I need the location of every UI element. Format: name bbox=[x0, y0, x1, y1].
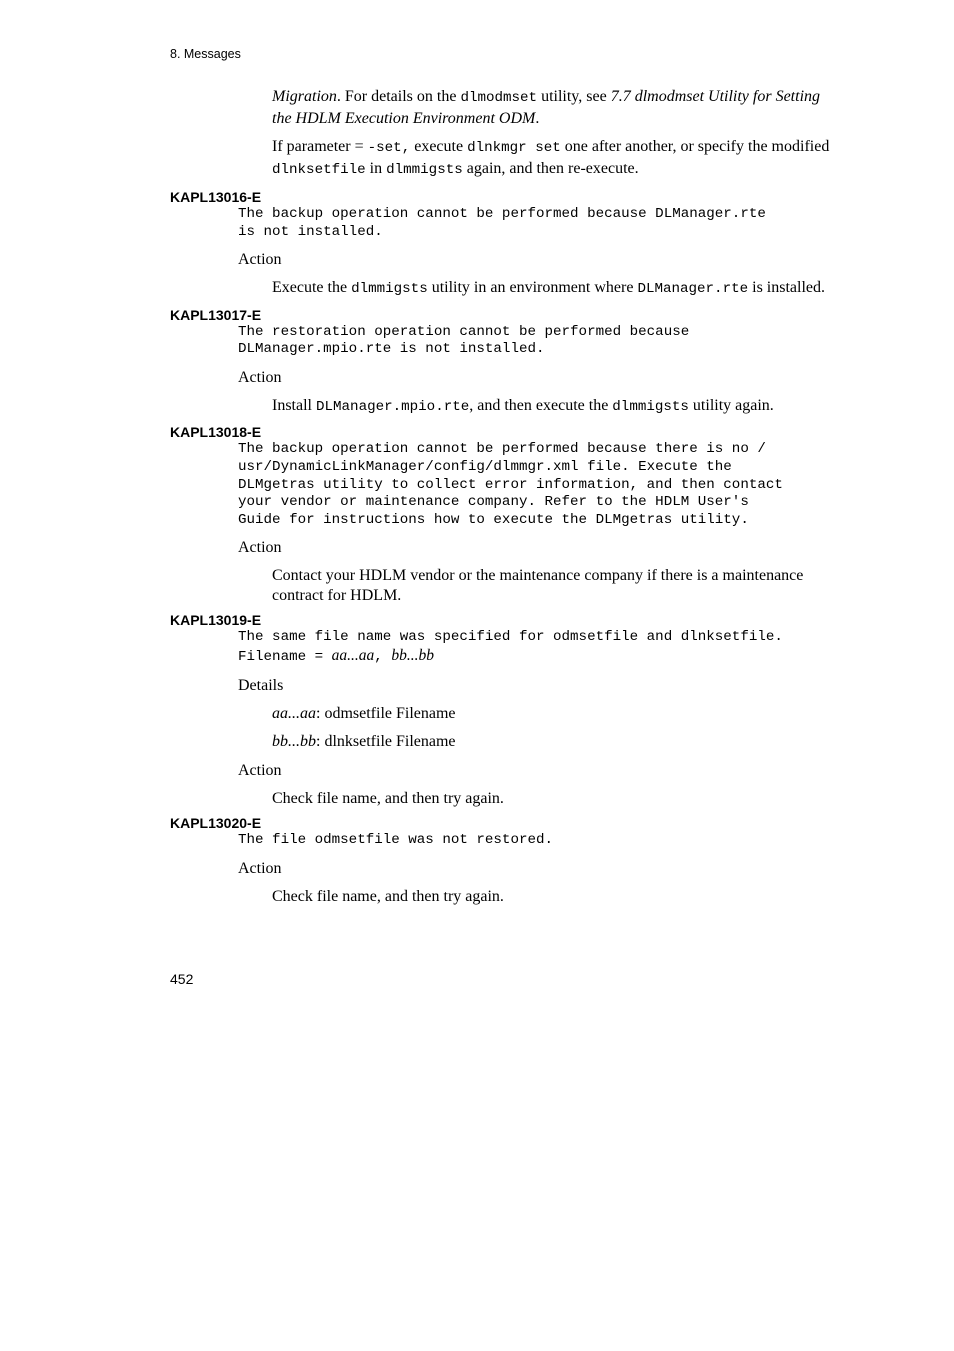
body-text: utility in an environment where bbox=[427, 279, 638, 297]
details-item bbox=[272, 732, 842, 752]
message-text: The backup operation cannot be performed because there is no / usr/DynamicLinkManager/config/dlmmgr.xml file. Execute the DLMgetras utility to collect error information, and then contact your vendor or maintenance company. Refer to the HDLM User's Guide for instructions how to execute the DLMgetras utility. bbox=[238, 441, 783, 528]
body-text: one after another, or specify the modified bbox=[560, 138, 830, 155]
message-id: KAPL13018-E bbox=[170, 424, 262, 441]
body-text: : dlnksetfile Filename bbox=[316, 733, 456, 751]
body-text: Install bbox=[272, 396, 316, 414]
cross-reference-link[interactable]: 7.7 dlmodmset Utility for Setting the HDLM Execution Environment ODM bbox=[272, 88, 821, 127]
code-text: dlnkmgr set bbox=[467, 140, 561, 156]
body-text: again, and then re-execute. bbox=[462, 159, 639, 177]
action-text: Check file name, and then try again. bbox=[272, 887, 504, 905]
action-label: Action bbox=[238, 368, 282, 386]
body-text: is installed. bbox=[748, 279, 826, 297]
body-text: utility again. bbox=[688, 396, 774, 414]
details-item bbox=[272, 704, 842, 724]
code-text: dlnksetfile bbox=[272, 161, 366, 178]
variable-text: bb...bb bbox=[272, 733, 316, 751]
action-text bbox=[272, 278, 842, 300]
message-text: The restoration operation cannot be performed because DLManager.mpio.rte is not installed. bbox=[238, 323, 690, 358]
continuation-paragraph-2 bbox=[272, 137, 842, 180]
action-label: Action bbox=[238, 761, 282, 779]
message-line: The same file name was specified for odmsetfile and dlnksetfile. bbox=[238, 629, 783, 646]
running-header: 8. Messages bbox=[170, 47, 241, 61]
action-text: Contact your HDLM vendor or the maintenance company if there is a maintenance contract for HDLM. bbox=[272, 567, 804, 604]
body-text: . bbox=[535, 109, 540, 127]
variable-text: aa...aa bbox=[331, 646, 375, 664]
action-text: Check file name, and then try again. bbox=[272, 789, 504, 807]
message-text bbox=[238, 629, 842, 666]
body-text: Execute the bbox=[272, 279, 352, 297]
code-text: DLManager.mpio.rte bbox=[316, 398, 470, 415]
body-text: If parameter = bbox=[272, 138, 368, 155]
code-text: DLManager.rte bbox=[637, 281, 749, 298]
message-line: Filename = bbox=[238, 648, 332, 665]
code-text: dlmmigsts bbox=[612, 398, 689, 415]
continuation-paragraph-1 bbox=[272, 87, 842, 128]
action-text bbox=[272, 396, 842, 418]
page-number: 452 bbox=[170, 971, 194, 987]
body-text: execute bbox=[410, 138, 468, 155]
message-id: KAPL13020-E bbox=[170, 815, 262, 832]
message-text: The backup operation cannot be performed because DLManager.rte is not installed. bbox=[238, 206, 766, 240]
separator-text: , bbox=[374, 648, 392, 665]
emphasis-text: Migration bbox=[272, 88, 337, 105]
variable-text: aa...aa bbox=[272, 704, 316, 722]
action-label: Action bbox=[238, 539, 282, 557]
code-text: -set, bbox=[367, 140, 411, 156]
action-label: Action bbox=[238, 859, 282, 877]
page-content bbox=[170, 87, 842, 906]
code-text: dlmmigsts bbox=[351, 281, 428, 298]
message-id: KAPL13016-E bbox=[170, 189, 262, 205]
message-text: The file odmsetfile was not restored. bbox=[238, 832, 554, 849]
message-id: KAPL13019-E bbox=[170, 612, 262, 629]
body-text: : odmsetfile Filename bbox=[316, 704, 456, 722]
code-text: dlmmigsts bbox=[386, 161, 463, 178]
action-label: Action bbox=[238, 251, 282, 269]
body-text: . For details on the bbox=[336, 88, 461, 105]
variable-text: bb...bb bbox=[391, 646, 434, 664]
body-text: in bbox=[365, 159, 387, 177]
body-text: utility, see bbox=[537, 88, 611, 105]
code-text: dlmodmset bbox=[460, 90, 538, 106]
body-text: , and then execute the bbox=[469, 396, 613, 414]
message-id: KAPL13017-E bbox=[170, 306, 262, 323]
details-label: Details bbox=[238, 676, 284, 694]
